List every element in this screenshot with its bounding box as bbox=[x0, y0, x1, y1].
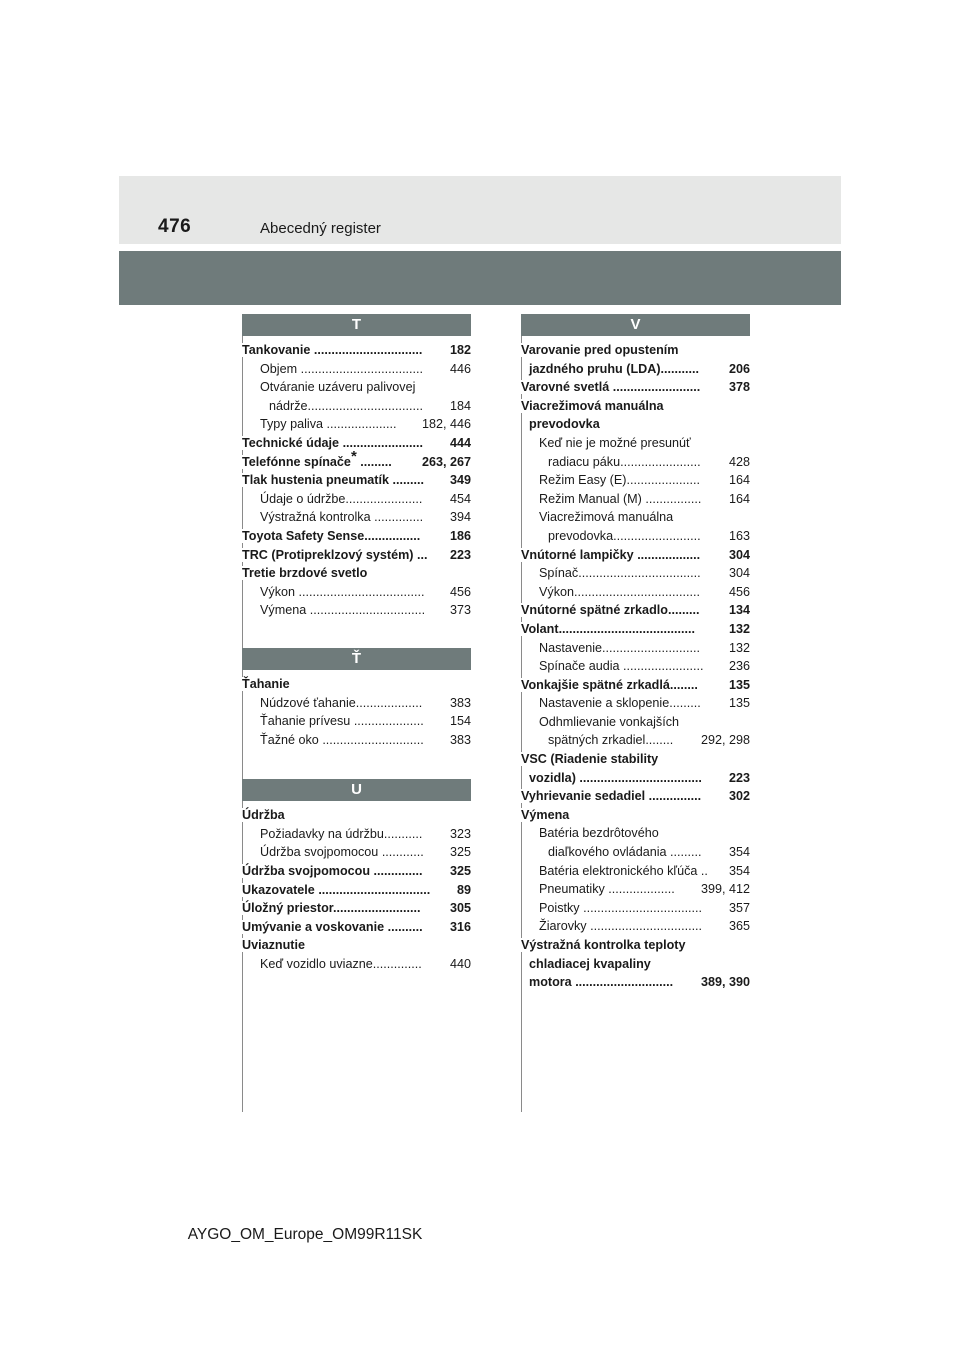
index-entry bbox=[242, 862, 471, 881]
index-entry bbox=[242, 899, 471, 918]
entry-page-ref: 163 bbox=[728, 527, 750, 546]
index-entry bbox=[521, 880, 750, 899]
entry-page-ref: 446 bbox=[449, 360, 471, 379]
entry-term: Poistky .................................. bbox=[539, 900, 703, 915]
entry-page-ref: 223 bbox=[728, 769, 750, 788]
index-entry bbox=[521, 955, 750, 974]
index-entry bbox=[521, 415, 750, 434]
index-entry bbox=[521, 564, 750, 583]
entry-term: Otváranie uzáveru palivovej bbox=[260, 380, 416, 395]
entry-page-ref: 383 bbox=[449, 694, 471, 713]
entry-page-ref: 440 bbox=[449, 955, 471, 974]
index-section-left-2 bbox=[242, 779, 471, 973]
index-entry bbox=[242, 731, 471, 750]
index-entry bbox=[521, 917, 750, 936]
entry-term: nádrže................................. bbox=[269, 398, 423, 413]
entry-page-ref: 132 bbox=[728, 639, 750, 658]
entry-term: Ťahanie prívesu .................... bbox=[260, 714, 424, 729]
entry-term: Varovné svetlá ......................... bbox=[521, 380, 701, 395]
index-entry bbox=[242, 508, 471, 527]
index-entry bbox=[242, 564, 471, 583]
entry-term: Keď vozidlo uviazne.............. bbox=[260, 957, 422, 972]
index-entry bbox=[521, 639, 750, 658]
index-entry bbox=[242, 712, 471, 731]
index-entry bbox=[521, 936, 750, 955]
entry-page-ref: 134 bbox=[728, 601, 750, 620]
entry-term: jazdného pruhu (LDA)........... bbox=[529, 361, 700, 376]
section-entries bbox=[242, 801, 471, 973]
entry-term: prevodovka......................... bbox=[548, 528, 701, 543]
entry-term: Toyota Safety Sense................ bbox=[242, 528, 421, 543]
index-entry bbox=[242, 881, 471, 900]
entry-page-ref: 399, 412 bbox=[700, 880, 750, 899]
index-entry bbox=[521, 899, 750, 918]
entry-term: Vnútorné spätné zrkadlo......... bbox=[521, 603, 700, 618]
entry-page-ref: 263, 267 bbox=[421, 453, 471, 472]
index-entry bbox=[521, 601, 750, 620]
index-entry bbox=[521, 750, 750, 769]
entry-term: Režim Easy (E)..................... bbox=[539, 473, 700, 488]
entry-page-ref: 444 bbox=[449, 434, 471, 453]
entry-term: diaľkového ovládania ......... bbox=[548, 845, 702, 860]
entry-term: Batéria elektronického kľúča .. bbox=[539, 863, 708, 878]
entry-page-ref: 383 bbox=[449, 731, 471, 750]
index-column-left bbox=[242, 314, 471, 974]
entry-page-ref: 184 bbox=[449, 397, 471, 416]
entry-term: Telefónne spínače* ......... bbox=[242, 447, 392, 469]
entry-page-ref: 89 bbox=[456, 881, 471, 900]
index-section-left-0 bbox=[242, 314, 471, 620]
entry-term: Keď nie je možné presunúť bbox=[539, 435, 691, 450]
entry-term: Ťažné oko ............................. bbox=[260, 732, 424, 747]
entry-term: Údržba svojpomocou .............. bbox=[242, 864, 423, 879]
index-entry bbox=[242, 825, 471, 844]
entry-term: Výstražná kontrolka teploty bbox=[521, 938, 686, 952]
entry-page-ref: 132 bbox=[728, 620, 750, 639]
entry-term: Úložný priestor......................... bbox=[242, 901, 421, 916]
entry-term: Tretie brzdové svetlo bbox=[242, 566, 368, 581]
section-letter-bar: T bbox=[242, 314, 471, 336]
entry-page-ref: 456 bbox=[728, 583, 750, 602]
entry-term: Uviaznutie bbox=[242, 938, 305, 953]
index-entry bbox=[521, 731, 750, 750]
entry-page-ref: 304 bbox=[728, 564, 750, 583]
entry-page-ref: 428 bbox=[728, 453, 750, 472]
entry-page-ref: 354 bbox=[728, 862, 750, 881]
entry-page-ref: 354 bbox=[728, 843, 750, 862]
index-entry bbox=[242, 694, 471, 713]
index-entry bbox=[521, 527, 750, 546]
index-entry bbox=[242, 918, 471, 937]
index-entry bbox=[242, 471, 471, 490]
index-entry bbox=[521, 471, 750, 490]
index-entry bbox=[242, 546, 471, 565]
entry-term: prevodovka bbox=[529, 417, 600, 432]
entry-page-ref: 302 bbox=[728, 787, 750, 806]
entry-term: Výkon .................................... bbox=[260, 584, 425, 599]
entry-page-ref: 378 bbox=[728, 378, 750, 397]
entry-term: Údaje o údržbe...................... bbox=[260, 491, 423, 506]
entry-term: Nastavenie a sklopenie......... bbox=[539, 696, 701, 711]
entry-page-ref: 365 bbox=[728, 917, 750, 936]
entry-term: TRC (Protipreklzový systém) ... bbox=[242, 547, 428, 562]
entry-page-ref: 456 bbox=[449, 583, 471, 602]
entry-page-ref: 349 bbox=[449, 471, 471, 490]
entry-page-ref: 236 bbox=[728, 657, 750, 676]
entry-term: radiacu páku....................... bbox=[548, 454, 701, 469]
entry-page-ref: 389, 390 bbox=[700, 973, 750, 992]
entry-term: Ukazovatele ................................ bbox=[242, 882, 431, 897]
index-entry bbox=[521, 824, 750, 843]
entry-term: Údržba svojpomocou ............ bbox=[260, 845, 424, 860]
index-entry bbox=[521, 694, 750, 713]
entry-page-ref: 325 bbox=[449, 843, 471, 862]
index-entry bbox=[242, 378, 471, 397]
index-entry bbox=[242, 843, 471, 862]
entry-term: Požiadavky na údržbu........... bbox=[260, 826, 423, 841]
index-entry bbox=[242, 583, 471, 602]
entry-page-ref: 135 bbox=[728, 676, 750, 695]
entry-page-ref: 323 bbox=[449, 825, 471, 844]
index-entry bbox=[521, 453, 750, 472]
index-entry bbox=[242, 341, 471, 360]
entry-term: Pneumatiky ................... bbox=[539, 882, 675, 897]
entry-term: Viacrežimová manuálna bbox=[521, 398, 664, 413]
index-entry bbox=[521, 862, 750, 881]
entry-term: Varovanie pred opustením bbox=[521, 343, 679, 357]
section-letter-bar: Ť bbox=[242, 648, 471, 670]
entry-page-ref: 164 bbox=[728, 490, 750, 509]
entry-page-ref: 164 bbox=[728, 471, 750, 490]
entry-term: Umývanie a voskovanie .......... bbox=[242, 919, 423, 934]
page-title: Abecedný register bbox=[260, 220, 381, 237]
page-number: 476 bbox=[158, 216, 192, 237]
index-entry bbox=[521, 843, 750, 862]
index-entry bbox=[242, 447, 471, 472]
index-entry bbox=[521, 657, 750, 676]
index-entry bbox=[242, 936, 471, 955]
entry-page-ref: 182, 446 bbox=[421, 415, 471, 434]
entry-term: VSC (Riadenie stability bbox=[521, 752, 659, 767]
entry-term: Vyhrievanie sedadiel ............... bbox=[521, 789, 702, 804]
entry-page-ref: 357 bbox=[728, 899, 750, 918]
index-section-left-1 bbox=[242, 648, 471, 749]
entry-term: Technické údaje ....................... bbox=[242, 435, 424, 450]
entry-term: Tlak hustenia pneumatík ......... bbox=[242, 473, 424, 488]
entry-term: chladiacej kvapaliny bbox=[529, 956, 651, 971]
entry-page-ref: 182 bbox=[449, 341, 471, 360]
index-entry bbox=[242, 601, 471, 620]
index-entry bbox=[521, 434, 750, 453]
entry-term: Typy paliva .................... bbox=[260, 417, 397, 432]
entry-page-ref: 304 bbox=[728, 546, 750, 565]
entry-footnote-mark: * bbox=[350, 447, 357, 465]
index-entry bbox=[521, 806, 750, 825]
index-entry bbox=[521, 378, 750, 397]
section-entries bbox=[242, 336, 471, 620]
index-entry bbox=[521, 973, 750, 992]
section-letter-bar: V bbox=[521, 314, 750, 336]
index-entry bbox=[521, 620, 750, 639]
index-entry bbox=[242, 397, 471, 416]
index-entry bbox=[521, 713, 750, 732]
index-entry bbox=[521, 341, 750, 360]
entry-page-ref: 325 bbox=[449, 862, 471, 881]
entry-term: Batéria bezdrôtového bbox=[539, 826, 659, 841]
entry-term: Nastavenie............................ bbox=[539, 640, 700, 655]
entry-term: Režim Manual (M) ................ bbox=[539, 491, 702, 506]
index-entry bbox=[521, 546, 750, 565]
entry-term: Žiarovky ................................ bbox=[539, 919, 703, 934]
entry-term: Spínače audia ....................... bbox=[539, 659, 704, 674]
entry-term: Vnútorné lampičky .................. bbox=[521, 547, 701, 562]
entry-term: Tankovanie ............................... bbox=[242, 343, 423, 357]
entry-term: Spínač................................... bbox=[539, 566, 701, 581]
index-entry bbox=[242, 360, 471, 379]
entry-term: Ťahanie bbox=[242, 676, 290, 691]
section-entries bbox=[242, 670, 471, 749]
entry-page-ref: 292, 298 bbox=[700, 731, 750, 750]
section-entries bbox=[521, 336, 750, 992]
entry-page-ref: 394 bbox=[449, 508, 471, 527]
index-entry bbox=[521, 397, 750, 416]
entry-term: spätných zrkadiel........ bbox=[548, 733, 674, 748]
entry-page-ref: 316 bbox=[449, 918, 471, 937]
entry-page-ref: 206 bbox=[728, 360, 750, 379]
section-letter-bar: U bbox=[242, 779, 471, 801]
index-entry bbox=[242, 955, 471, 974]
entry-term: Viacrežimová manuálna bbox=[539, 510, 674, 525]
header-top-band bbox=[119, 176, 841, 244]
index-entry bbox=[521, 583, 750, 602]
entry-term: Vonkajšie spätné zrkadlá........ bbox=[521, 677, 698, 692]
index-entry bbox=[521, 508, 750, 527]
header-dark-bar bbox=[119, 251, 841, 305]
entry-term: Výmena ................................. bbox=[260, 603, 426, 618]
entry-term: Objem ................................... bbox=[260, 361, 424, 376]
entry-term: Odhmlievanie vonkajších bbox=[539, 714, 680, 729]
index-entry bbox=[521, 676, 750, 695]
index-entry bbox=[521, 769, 750, 788]
entry-page-ref: 305 bbox=[449, 899, 471, 918]
entry-page-ref: 154 bbox=[449, 712, 471, 731]
entry-term: Údržba bbox=[242, 808, 285, 823]
entry-page-ref: 186 bbox=[449, 527, 471, 546]
entry-term: Výmena bbox=[521, 807, 570, 822]
index-entry bbox=[242, 527, 471, 546]
entry-term: motora ............................ bbox=[529, 975, 674, 990]
entry-term: Núdzové ťahanie................... bbox=[260, 695, 423, 710]
entry-term: Volant....................................... bbox=[521, 621, 696, 636]
footer-doc-id: AYGO_OM_Europe_OM99R11SK bbox=[187, 1226, 423, 1243]
entry-page-ref: 223 bbox=[449, 546, 471, 565]
entry-page-ref: 373 bbox=[449, 601, 471, 620]
entry-page-ref: 135 bbox=[728, 694, 750, 713]
index-entry bbox=[242, 675, 471, 694]
index-entry bbox=[242, 490, 471, 509]
index-entry bbox=[242, 806, 471, 825]
index-section-right-0 bbox=[521, 314, 750, 992]
entry-page-ref: 454 bbox=[449, 490, 471, 509]
index-entry bbox=[521, 360, 750, 379]
entry-term: Výstražná kontrolka .............. bbox=[260, 510, 424, 525]
index-entry bbox=[521, 787, 750, 806]
index-entry bbox=[242, 415, 471, 434]
index-entry bbox=[521, 490, 750, 509]
entry-term: Výkon.................................... bbox=[539, 584, 700, 599]
index-column-right bbox=[521, 314, 750, 992]
entry-term: vozidla) ................................... bbox=[529, 770, 702, 785]
